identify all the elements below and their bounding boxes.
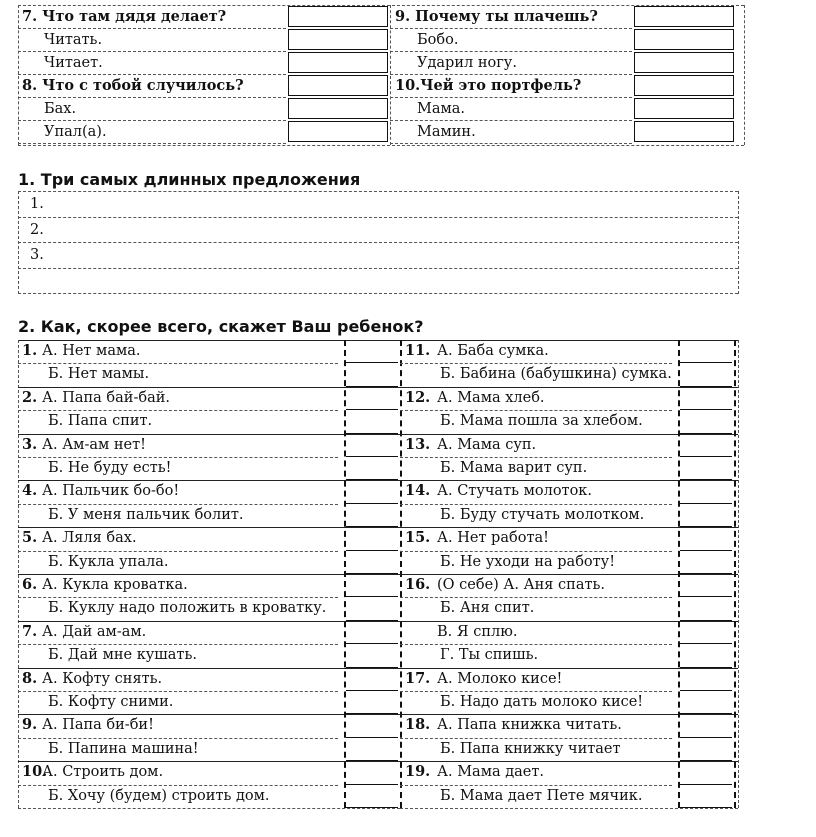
sentence-line[interactable] xyxy=(18,217,738,218)
option-b: Г. Ты спишь. xyxy=(440,647,539,664)
answer-option: Читать. xyxy=(44,32,103,48)
option-a: А. Ляля бах. xyxy=(42,530,137,547)
question-title: 10.Чей это портфель? xyxy=(395,77,582,94)
option-b: Б. Кукла упала. xyxy=(48,553,169,570)
sentence-line-label: 1. xyxy=(30,196,44,212)
option-a: А. Кукла кроватка. xyxy=(42,577,188,593)
answer-box-a[interactable] xyxy=(680,668,732,691)
answer-box-b[interactable] xyxy=(346,457,398,480)
option-a: А. Мама дает. xyxy=(437,764,545,781)
item-number: 10. xyxy=(22,763,48,781)
answer-box[interactable] xyxy=(288,75,388,96)
option-b: Б. Дай мне кушать. xyxy=(48,647,197,664)
answer-box-a[interactable] xyxy=(680,574,732,597)
option-a: А. Папа бай-бай. xyxy=(42,389,170,406)
option-b: Б. Нет мамы. xyxy=(48,366,150,383)
item-number: 13. xyxy=(405,435,431,453)
answer-box[interactable] xyxy=(288,121,388,142)
item-number: 4. xyxy=(22,482,38,500)
option-a: А. Нет работа! xyxy=(437,530,549,547)
section2-heading: 2. Как, скорее всего, скажет Ваш ребенок? xyxy=(18,317,424,336)
option-a: А. Нет мама. xyxy=(42,343,141,359)
option-a: А. Стучать молоток. xyxy=(437,483,592,500)
sentence-line[interactable] xyxy=(18,268,738,269)
question-title: 7. Что там дядя делает? xyxy=(22,8,227,25)
option-a: А. Папа книжка читать. xyxy=(437,717,622,734)
option-b: Б. Надо дать молоко кисе! xyxy=(440,694,644,710)
option-b: Б. Не уходи на работу! xyxy=(440,553,616,570)
option-b: Б. Буду стучать молотком. xyxy=(440,506,645,523)
answer-box[interactable] xyxy=(634,98,734,119)
answer-box[interactable] xyxy=(634,75,734,96)
answer-box-a[interactable] xyxy=(680,714,732,737)
answer-box[interactable] xyxy=(634,29,734,50)
answer-box-b[interactable] xyxy=(346,738,398,761)
answer-box-a[interactable] xyxy=(680,387,732,410)
option-a: А. Баба сумка. xyxy=(437,343,549,359)
answer-box-b[interactable] xyxy=(680,410,732,433)
answer-option: Упал(а). xyxy=(44,124,107,140)
answer-box[interactable] xyxy=(634,52,734,73)
answer-box-a[interactable] xyxy=(346,480,398,503)
sentence-line[interactable] xyxy=(18,242,738,243)
answer-box-b[interactable] xyxy=(680,597,732,620)
answer-box-b[interactable] xyxy=(680,691,732,714)
option-a: А. Ам-ам нет! xyxy=(42,436,146,453)
answer-box-b[interactable] xyxy=(680,363,732,386)
option-a: А. Папа би-би! xyxy=(42,717,154,734)
answer-box[interactable] xyxy=(288,98,388,119)
answer-box-a[interactable] xyxy=(346,434,398,457)
answer-box-b[interactable] xyxy=(346,597,398,620)
item-number: 15. xyxy=(405,529,431,547)
answer-box[interactable] xyxy=(288,29,388,50)
answer-box-a[interactable] xyxy=(346,621,398,644)
answer-box-b[interactable] xyxy=(346,551,398,574)
answer-box-b[interactable] xyxy=(680,644,732,667)
option-b: Б. Папа спит. xyxy=(48,413,153,430)
item-number: 16. xyxy=(405,576,431,593)
option-a: В. Я сплю. xyxy=(437,623,518,640)
item-number: 11. xyxy=(405,342,431,359)
item-number: 2. xyxy=(22,388,38,406)
item-number: 14. xyxy=(405,482,431,500)
question-title: 8. Что с тобой случилось? xyxy=(22,77,244,94)
sentence-line-label: 3. xyxy=(30,247,44,263)
option-a: А. Пальчик бо-бо! xyxy=(42,483,180,500)
item-number: 19. xyxy=(405,763,431,781)
answer-box-a[interactable] xyxy=(346,340,398,363)
item-number: 17. xyxy=(405,669,431,687)
item-number: 3. xyxy=(22,435,38,453)
option-b: Б. Хочу (будем) строить дом. xyxy=(48,787,270,804)
section1-heading: 1. Три самых длинных предложения xyxy=(18,170,361,189)
answer-box-a[interactable] xyxy=(680,527,732,550)
answer-box-a[interactable] xyxy=(346,527,398,550)
answer-box[interactable] xyxy=(288,6,388,27)
option-b: Б. Мама пошла за хлебом. xyxy=(440,413,643,430)
option-b: Б. Куклу надо положить в кроватку. xyxy=(48,600,327,617)
option-a: А. Мама суп. xyxy=(437,436,537,453)
answer-box-a[interactable] xyxy=(346,668,398,691)
item-number: 12. xyxy=(405,388,431,406)
answer-option: Бобо. xyxy=(417,32,459,48)
answer-box-b[interactable] xyxy=(680,738,732,761)
answer-box-b[interactable] xyxy=(346,504,398,527)
answer-box-a[interactable] xyxy=(680,434,732,457)
answer-box-b[interactable] xyxy=(680,785,732,808)
item-number: 8. xyxy=(22,669,38,687)
answer-option: Бах. xyxy=(44,101,77,117)
item-number: 1. xyxy=(22,342,38,359)
item-number: 5. xyxy=(22,529,38,547)
item-number: 9. xyxy=(22,716,38,734)
answer-box[interactable] xyxy=(288,52,388,73)
answer-box-a[interactable] xyxy=(680,761,732,784)
answer-box[interactable] xyxy=(634,121,734,142)
option-b: Б. Мама варит суп. xyxy=(440,460,588,476)
question-title: 9. Почему ты плачешь? xyxy=(395,8,598,25)
option-a: А. Молоко кисе! xyxy=(437,670,563,687)
answer-box-a[interactable] xyxy=(680,621,732,644)
answer-box-b[interactable] xyxy=(680,457,732,480)
option-b: Б. Кофту сними. xyxy=(48,694,174,710)
answer-box-b[interactable] xyxy=(346,363,398,386)
item-number: 7. xyxy=(22,622,38,640)
option-b: Б. Папина машина! xyxy=(48,740,199,757)
item-number: 6. xyxy=(22,576,38,593)
answer-box[interactable] xyxy=(634,6,734,27)
answer-box-a[interactable] xyxy=(346,387,398,410)
answer-box-b[interactable] xyxy=(346,785,398,808)
option-b: Б. Аня спит. xyxy=(440,600,535,617)
answer-box-b[interactable] xyxy=(346,644,398,667)
answer-box-a[interactable] xyxy=(680,340,732,363)
item-number: 18. xyxy=(405,716,431,734)
option-a: А. Строить дом. xyxy=(42,764,164,781)
answer-option: Читает. xyxy=(44,55,103,71)
option-a: А. Дай ам-ам. xyxy=(42,623,147,640)
option-a: (О себе) А. Аня спать. xyxy=(437,577,605,593)
answer-box-a[interactable] xyxy=(346,574,398,597)
sentence-line[interactable] xyxy=(18,293,738,294)
answer-box-b[interactable] xyxy=(346,410,398,433)
option-a: А. Кофту снять. xyxy=(42,670,163,687)
answer-box-a[interactable] xyxy=(680,480,732,503)
option-b: Б. Бабина (бабушкина) сумка. xyxy=(440,366,672,383)
answer-box-b[interactable] xyxy=(680,504,732,527)
answer-option: Мама. xyxy=(417,101,466,117)
option-a: А. Мама хлеб. xyxy=(437,389,545,406)
answer-option: Мамин. xyxy=(417,124,476,140)
option-b: Б. Не буду есть! xyxy=(48,460,172,476)
answer-box-a[interactable] xyxy=(346,761,398,784)
answer-box-a[interactable] xyxy=(346,714,398,737)
option-b: Б. Мама дает Пете мячик. xyxy=(440,787,643,804)
option-b: Б. У меня пальчик болит. xyxy=(48,506,244,523)
answer-option: Ударил ногу. xyxy=(417,55,517,71)
answer-box-b[interactable] xyxy=(680,551,732,574)
answer-box-b[interactable] xyxy=(346,691,398,714)
sentence-line-label: 2. xyxy=(30,221,44,238)
option-b: Б. Папа книжку читает xyxy=(440,740,621,757)
